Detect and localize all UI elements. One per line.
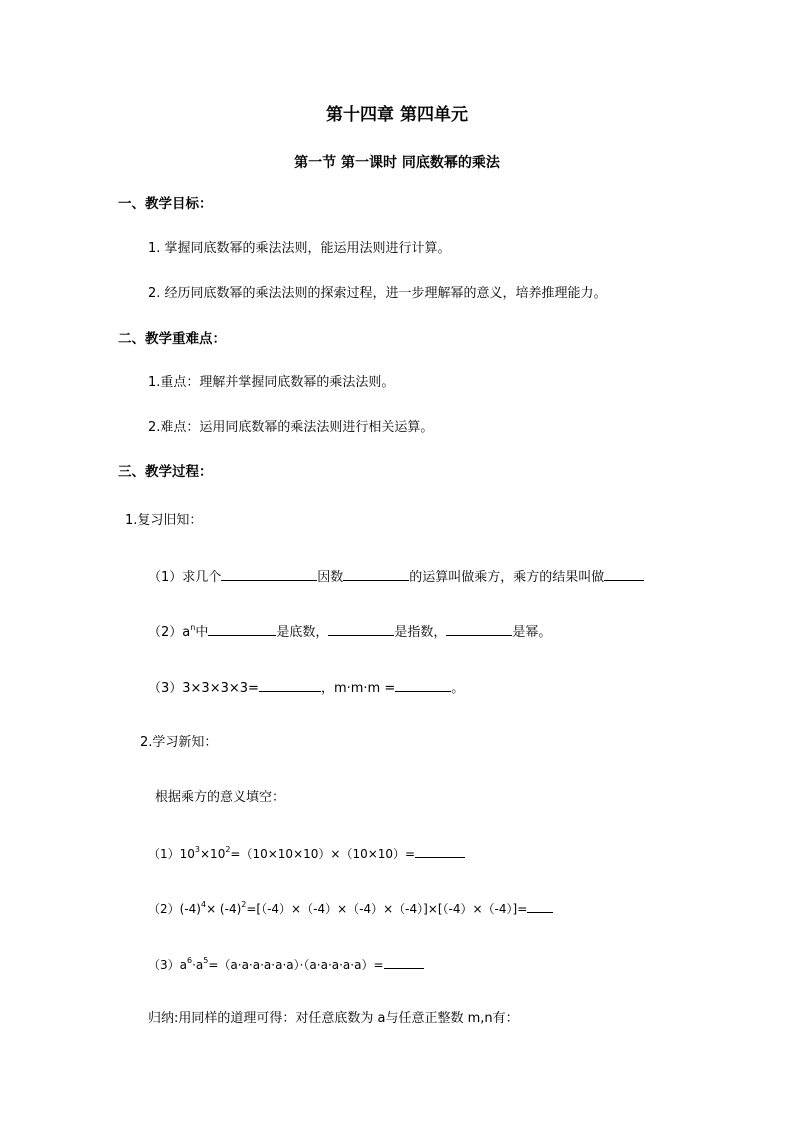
summary-rule: 归纳:用同样的道理可得：对任意底数为 a与任意正整数 m,n有： bbox=[148, 1011, 519, 1026]
formula-2: $(2)(-4)^4\times (-4)^2=[(-4)\times(-4)\times(-4)\times(-4)]\times[(-4)\times(-4)]=$ bbox=[148, 899, 553, 918]
key-point-item-2: 2.难点：运用同底数幂的乘法法则进行相关运算。 bbox=[148, 420, 434, 435]
review-question-2: $(2)a^n$中 是底数， 是指数， 是幂。 bbox=[148, 622, 552, 640]
section-heading-key-points: 二、教学重难点： bbox=[118, 331, 226, 347]
fill-blank[interactable] bbox=[415, 844, 465, 858]
fill-instruction: 根据乘方的意义填空： bbox=[155, 790, 286, 805]
step-new-knowledge: 2.学习新知： bbox=[140, 735, 218, 750]
fill-blank[interactable] bbox=[259, 678, 321, 692]
section-heading-process: 三、教学过程： bbox=[118, 464, 213, 480]
fill-blank[interactable] bbox=[604, 567, 644, 581]
fill-blank[interactable] bbox=[221, 567, 317, 581]
fill-blank[interactable] bbox=[328, 622, 394, 636]
objective-item-1: 1. 掌握同底数幂的乘法法则，能运用法则进行计算。 bbox=[148, 241, 451, 256]
review-question-1: （1）求几个 因数 的运算叫做乘方，乘方的结果叫做 bbox=[148, 567, 644, 587]
formula-3: $(3)a^6\cdot a^5=(a\cdot a\cdot a\cdot a\cdot a\cdot a)\cdot(a\cdot a\cdot a\cdot a\cdot a)=$ bbox=[148, 955, 424, 974]
fill-blank[interactable] bbox=[384, 955, 424, 969]
page-title: 第十四章 第四单元 bbox=[326, 105, 468, 125]
objective-item-2: 2. 经历同底数幂的乘法法则的探索过程，进一步理解幂的意义，培养推理能力。 bbox=[148, 286, 607, 301]
review-question-3: （3）3×3×3×3= ，m·m·m = 。 bbox=[148, 678, 464, 698]
fill-blank[interactable] bbox=[527, 899, 553, 913]
section-heading-objectives: 一、教学目标： bbox=[118, 196, 213, 212]
step-review: 1.复习旧知： bbox=[125, 513, 203, 528]
key-point-item-1: 1.重点：理解并掌握同底数幂的乘法法则。 bbox=[148, 375, 395, 390]
page-subtitle: 第一节 第一课时 同底数幂的乘法 bbox=[294, 155, 500, 171]
fill-blank[interactable] bbox=[343, 567, 409, 581]
fill-blank[interactable] bbox=[395, 678, 451, 692]
formula-1: $(1)10^3\times 10^2=(10\times 10\times 10)\times(10\times 10)=$ bbox=[148, 844, 465, 863]
fill-blank[interactable] bbox=[208, 622, 276, 636]
fill-blank[interactable] bbox=[446, 622, 512, 636]
